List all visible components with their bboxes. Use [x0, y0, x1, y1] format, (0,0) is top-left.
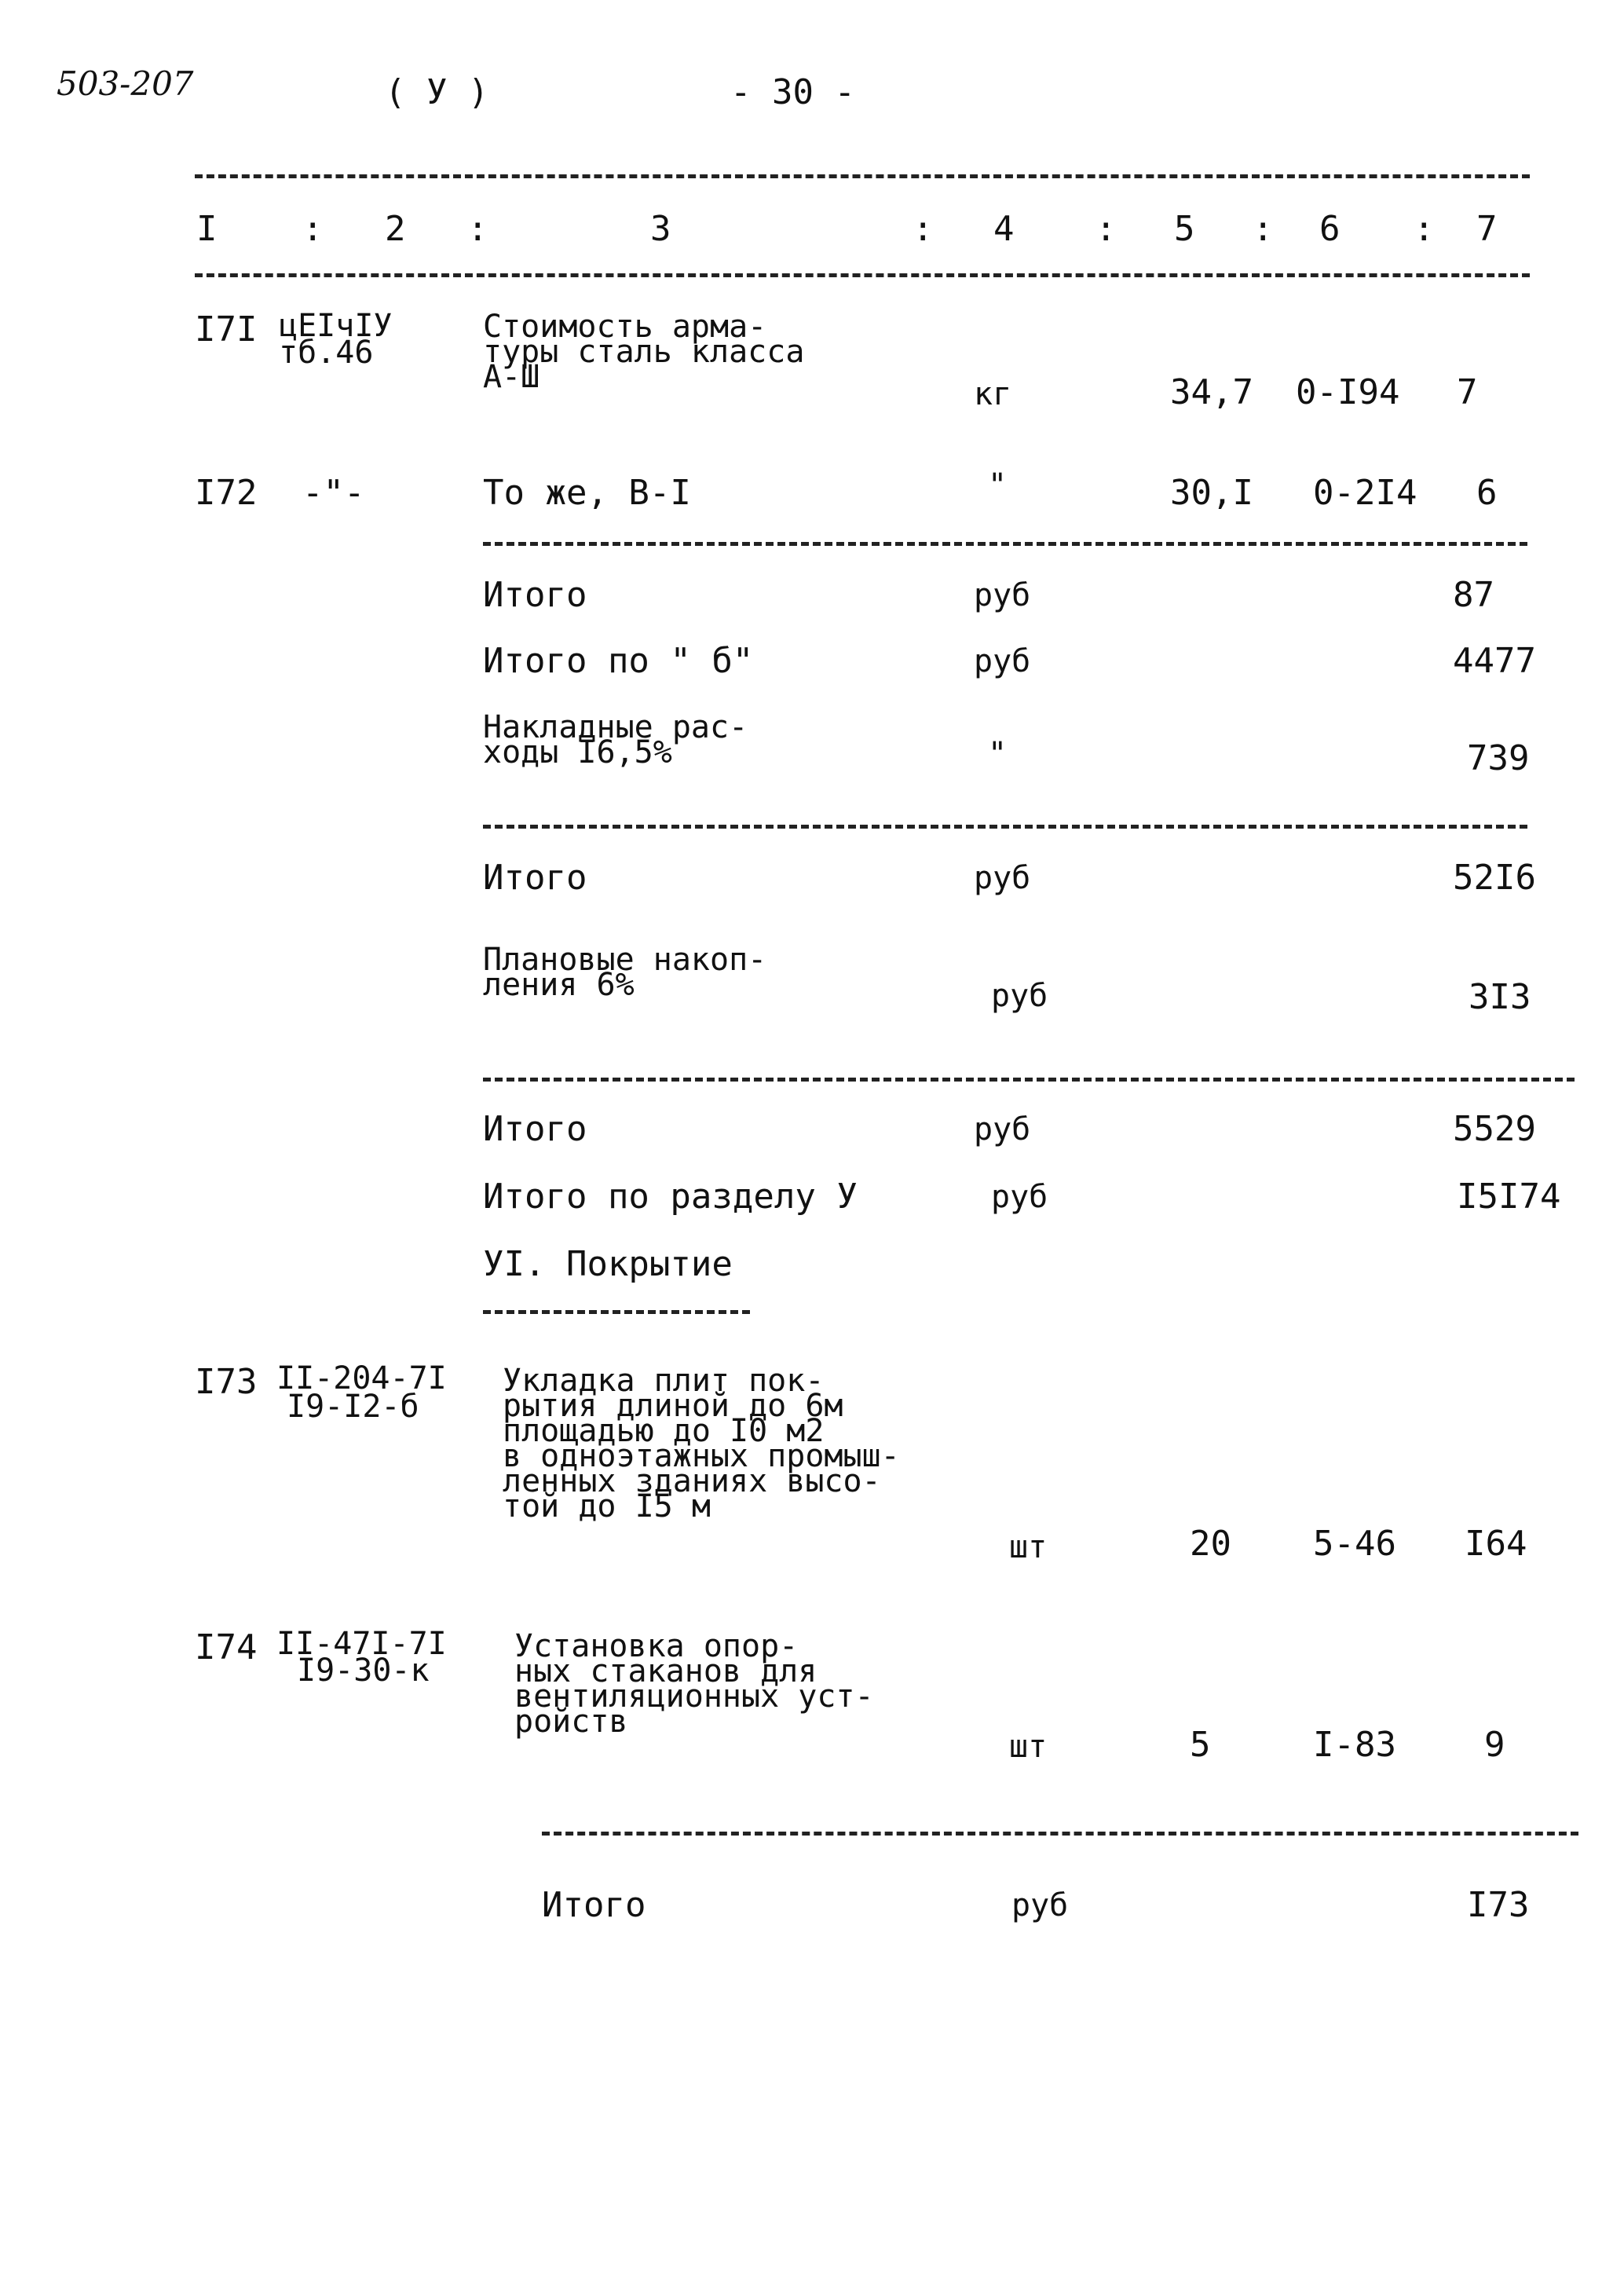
quantity: 20	[1190, 1524, 1231, 1564]
subtotal-rule	[542, 1832, 1578, 1836]
unit: руб	[974, 577, 1031, 613]
total-cost: 7	[1457, 372, 1478, 412]
row-number: I72	[195, 473, 258, 513]
unit-price: 5-46	[1313, 1524, 1396, 1564]
quantity: 5	[1190, 1725, 1211, 1765]
page-number: - 30 -	[730, 72, 855, 112]
unit: руб	[974, 1111, 1031, 1147]
header-bottom-rule	[195, 273, 1530, 277]
norm-code: II-47I-7I	[276, 1626, 447, 1662]
column-header: 6	[1319, 209, 1341, 249]
section-heading-rule	[483, 1310, 750, 1314]
column-header: 7	[1476, 209, 1498, 249]
subtotal-label: Итого	[483, 575, 587, 615]
column-separator: :	[1253, 209, 1274, 249]
column-header: 2	[385, 209, 406, 249]
norm-code: цЕIчIУ	[279, 308, 393, 344]
total-cost: 9	[1484, 1725, 1505, 1765]
norm-code: II-204-7I	[276, 1360, 447, 1396]
unit: руб	[974, 860, 1031, 896]
column-header: 4	[993, 209, 1015, 249]
work-description: Стоимость арма- туры сталь класса А-Ш	[483, 309, 805, 395]
column-separator: :	[1414, 209, 1435, 249]
total-cost: I73	[1467, 1885, 1530, 1925]
unit: руб	[1011, 1887, 1069, 1923]
subtotal-rule	[483, 1078, 1575, 1082]
section-label: ( У )	[385, 72, 489, 112]
norm-table: I9-30-к	[297, 1653, 430, 1689]
work-description: То же, В-I	[483, 473, 691, 513]
total-cost: 4477	[1453, 641, 1536, 681]
row-number: I74	[195, 1627, 258, 1667]
unit: шт	[1009, 1529, 1048, 1565]
subtotal-label: Итого	[483, 1109, 587, 1149]
total-cost: 5529	[1453, 1109, 1536, 1149]
total-cost: 52I6	[1453, 858, 1536, 898]
column-header: 5	[1174, 209, 1195, 249]
unit: руб	[991, 978, 1048, 1014]
subtotal-rule	[483, 542, 1527, 546]
document-code: 503-207	[57, 64, 194, 103]
subtotal-label: Итого	[483, 858, 587, 898]
unit: шт	[1009, 1729, 1048, 1765]
total-cost: I64	[1465, 1524, 1527, 1564]
row-number: I7I	[195, 309, 258, 350]
column-separator: :	[302, 209, 324, 249]
subtotal-label: Итого	[542, 1885, 646, 1925]
norm-table: I9-I2-б	[287, 1389, 419, 1425]
unit: "	[988, 467, 1008, 503]
quantity: 30,I	[1170, 473, 1253, 513]
subtotal-label: Итого по " б"	[483, 641, 754, 681]
quantity: 34,7	[1170, 372, 1253, 412]
work-description: Укладка плит пок- рытия длиной до 6м площадью до I0 м2 в одноэтажных промыш- ленных зданиях высо- той до I5 м	[503, 1363, 900, 1524]
norm-code: -"-	[302, 473, 365, 513]
section-total-label: Итого по разделу У	[483, 1177, 858, 1217]
total-cost: I5I74	[1457, 1177, 1561, 1217]
overhead-label: Накладные рас- ходы I6,5%	[483, 709, 748, 770]
total-cost: 739	[1467, 738, 1530, 778]
planned-savings-label: Плановые накоп- ления 6%	[483, 942, 767, 1003]
row-number: I73	[195, 1362, 258, 1402]
work-description: Установка опор- ных стаканов для вентиляционных уст- ройств	[514, 1628, 874, 1740]
unit: руб	[991, 1179, 1048, 1215]
total-cost: 6	[1476, 473, 1498, 513]
total-cost: 87	[1453, 575, 1494, 615]
column-header: I	[196, 209, 218, 249]
column-separator: :	[913, 209, 934, 249]
unit-price: 0-2I4	[1313, 473, 1417, 513]
norm-table: тб.46	[279, 335, 374, 371]
unit-price: I-83	[1313, 1725, 1396, 1765]
header-top-rule	[195, 174, 1530, 178]
column-separator: :	[1095, 209, 1117, 249]
unit: руб	[974, 643, 1031, 679]
column-header: 3	[650, 209, 671, 249]
unit-price: 0-I94	[1296, 372, 1400, 412]
unit: кг	[974, 376, 1012, 412]
unit: "	[988, 736, 1008, 772]
total-cost: 3I3	[1469, 977, 1531, 1017]
column-separator: :	[467, 209, 488, 249]
section-heading: УI. Покрытие	[483, 1244, 733, 1284]
subtotal-rule	[483, 825, 1527, 829]
